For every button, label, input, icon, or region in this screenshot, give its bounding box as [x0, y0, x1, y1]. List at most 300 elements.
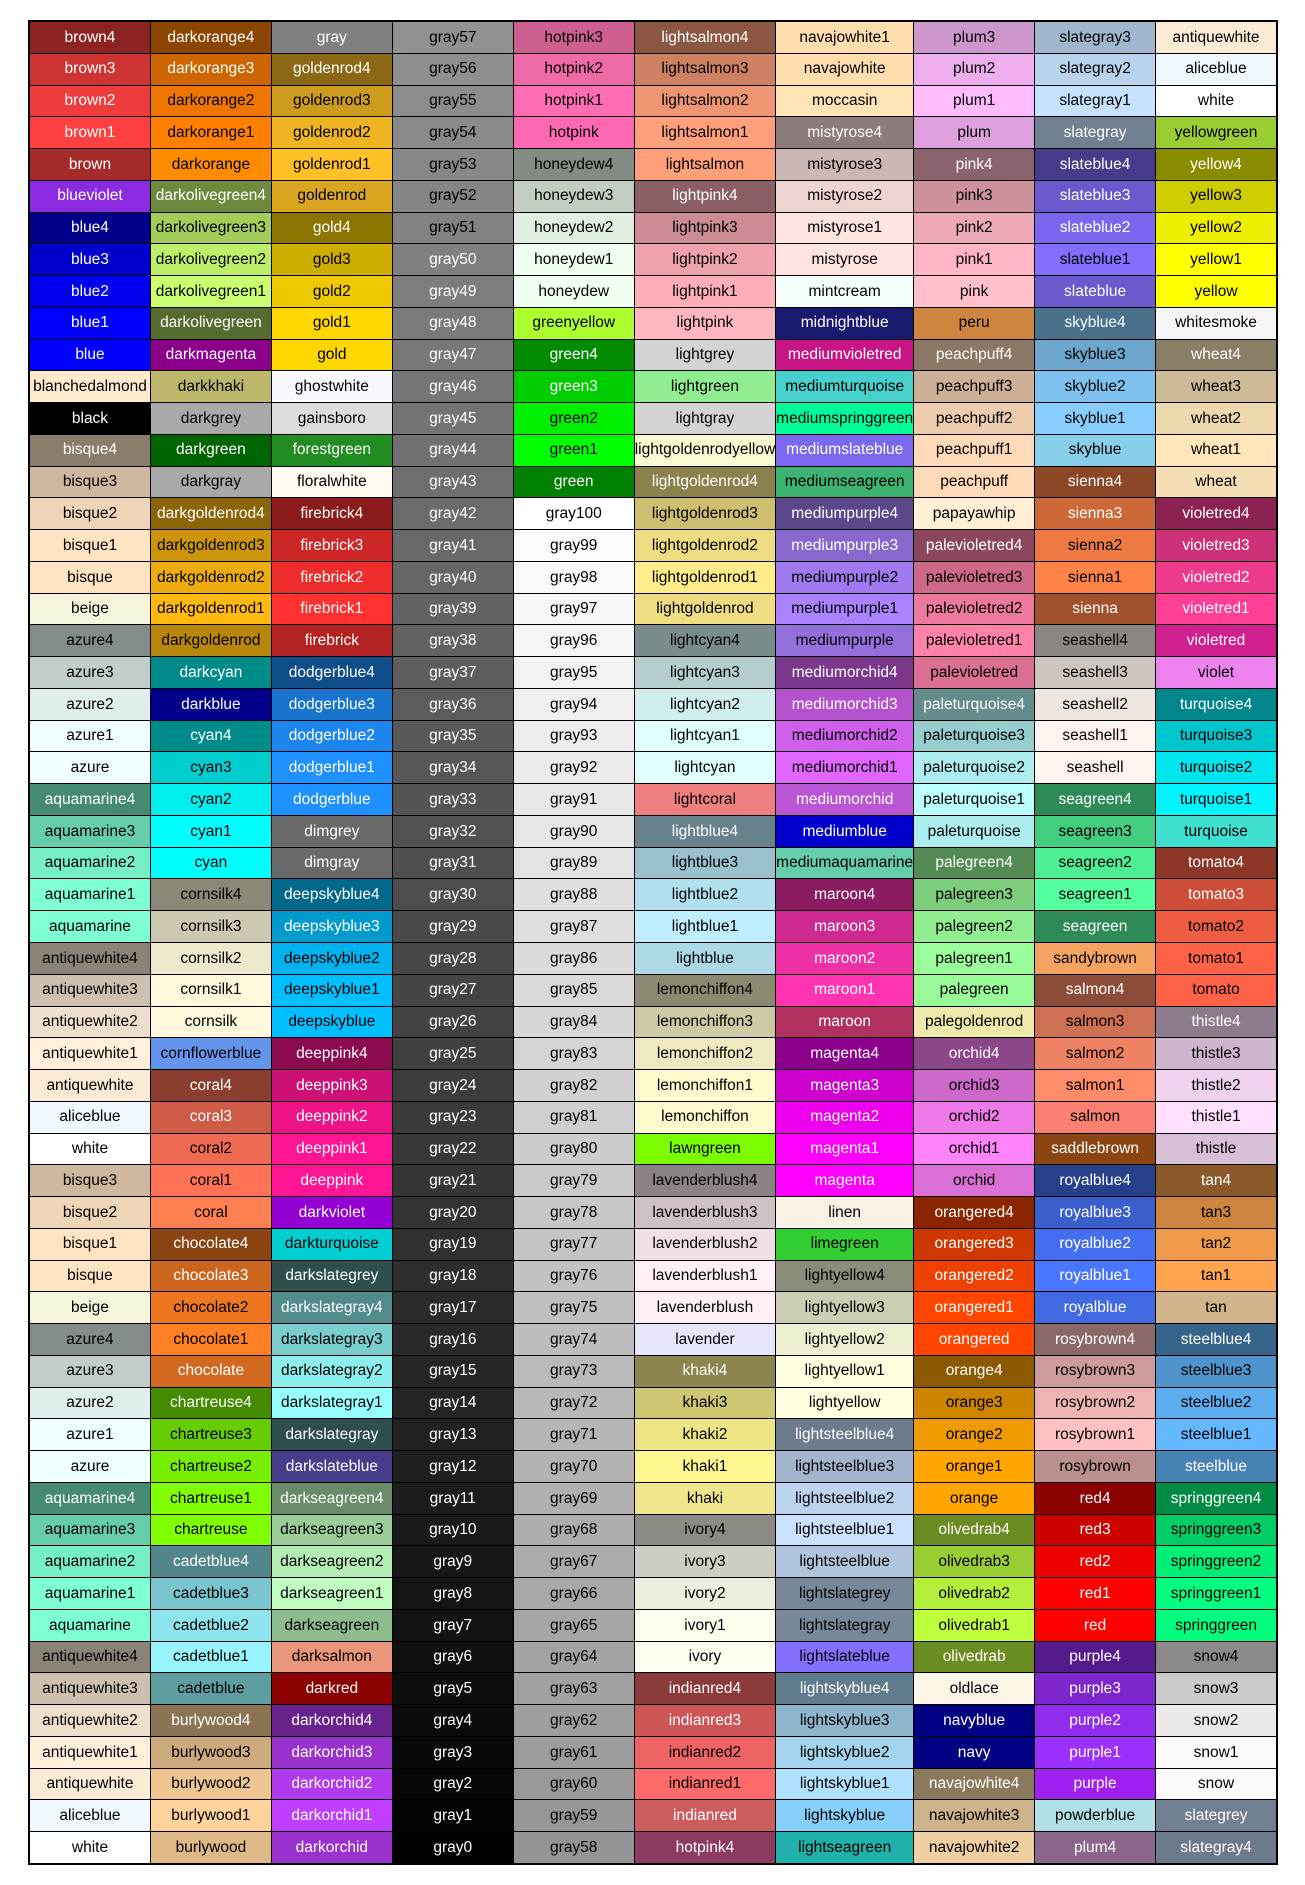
color-swatch-goldenrod3: goldenrod3 [272, 86, 392, 117]
color-swatch-antiquewhite2: antiquewhite2 [30, 1007, 150, 1038]
color-swatch-beige: beige [30, 1292, 150, 1323]
color-swatch-lightsalmon1: lightsalmon1 [635, 117, 775, 148]
color-swatch-antiquewhite3: antiquewhite3 [30, 975, 150, 1006]
color-swatch-gray41: gray41 [393, 530, 513, 561]
color-swatch-wheat: wheat [1156, 467, 1276, 498]
color-swatch-lightsalmon3: lightsalmon3 [635, 54, 775, 85]
color-swatch-lemonchiffon1: lemonchiffon1 [635, 1070, 775, 1101]
color-swatch-cyan4: cyan4 [151, 721, 271, 752]
color-swatch-deeppink2: deeppink2 [272, 1102, 392, 1133]
color-swatch-gray89: gray89 [514, 848, 634, 879]
color-swatch-lightseagreen: lightseagreen [776, 1832, 913, 1863]
color-swatch-gray94: gray94 [514, 689, 634, 720]
color-swatch-tomato: tomato [1156, 975, 1276, 1006]
color-swatch-cadetblue2: cadetblue2 [151, 1610, 271, 1641]
color-swatch-azure1: azure1 [30, 1419, 150, 1450]
color-swatch-pink3: pink3 [914, 181, 1034, 212]
color-swatch-blanchedalmond: blanchedalmond [30, 371, 150, 402]
color-swatch-orangered: orangered [914, 1324, 1034, 1355]
color-swatch-gainsboro: gainsboro [272, 403, 392, 434]
color-swatch-honeydew1: honeydew1 [514, 244, 634, 275]
color-swatch-lavenderblush1: lavenderblush1 [635, 1261, 775, 1292]
color-swatch-skyblue: skyblue [1035, 435, 1155, 466]
color-swatch-palegreen3: palegreen3 [914, 879, 1034, 910]
color-swatch-indianred2: indianred2 [635, 1737, 775, 1768]
color-swatch-darkslategray3: darkslategray3 [272, 1324, 392, 1355]
color-swatch-rosybrown1: rosybrown1 [1035, 1419, 1155, 1450]
color-swatch-springgreen3: springgreen3 [1156, 1515, 1276, 1546]
color-swatch-mistyrose: mistyrose [776, 244, 913, 275]
color-swatch-orchid1: orchid1 [914, 1134, 1034, 1165]
color-swatch-olivedrab3: olivedrab3 [914, 1546, 1034, 1577]
color-swatch-blue1: blue1 [30, 308, 150, 339]
color-swatch-gray39: gray39 [393, 594, 513, 625]
color-swatch-darkgoldenrod2: darkgoldenrod2 [151, 562, 271, 593]
color-swatch-lightblue: lightblue [635, 943, 775, 974]
color-swatch-gray50: gray50 [393, 244, 513, 275]
color-swatch-orchid2: orchid2 [914, 1102, 1034, 1133]
color-swatch-gray67: gray67 [514, 1546, 634, 1577]
color-swatch-darkorange2: darkorange2 [151, 86, 271, 117]
color-swatch-seashell3: seashell3 [1035, 657, 1155, 688]
color-swatch-brown3: brown3 [30, 54, 150, 85]
color-swatch-violetred4: violetred4 [1156, 498, 1276, 529]
color-swatch-azure: azure [30, 752, 150, 783]
color-swatch-indianred3: indianred3 [635, 1705, 775, 1736]
color-swatch-gray70: gray70 [514, 1451, 634, 1482]
color-swatch-deeppink1: deeppink1 [272, 1134, 392, 1165]
color-swatch-mediumorchid2: mediumorchid2 [776, 721, 913, 752]
color-swatch-gray99: gray99 [514, 530, 634, 561]
color-swatch-darkseagreen2: darkseagreen2 [272, 1546, 392, 1577]
color-swatch-royalblue: royalblue [1035, 1292, 1155, 1323]
color-swatch-tan2: tan2 [1156, 1229, 1276, 1260]
color-swatch-purple3: purple3 [1035, 1673, 1155, 1704]
color-swatch-oldlace: oldlace [914, 1673, 1034, 1704]
color-swatch-magenta4: magenta4 [776, 1038, 913, 1069]
color-swatch-cadetblue: cadetblue [151, 1673, 271, 1704]
color-swatch-violetred2: violetred2 [1156, 562, 1276, 593]
color-swatch-antiquewhite: antiquewhite [30, 1070, 150, 1101]
color-swatch-gray33: gray33 [393, 784, 513, 815]
color-swatch-chartreuse2: chartreuse2 [151, 1451, 271, 1482]
color-swatch-pink4: pink4 [914, 149, 1034, 180]
color-swatch-gray17: gray17 [393, 1292, 513, 1323]
color-swatch-lightsalmon4: lightsalmon4 [635, 22, 775, 53]
color-swatch-gray36: gray36 [393, 689, 513, 720]
color-swatch-gray30: gray30 [393, 879, 513, 910]
color-swatch-steelblue: steelblue [1156, 1451, 1276, 1482]
color-swatch-darkred: darkred [272, 1673, 392, 1704]
color-swatch-seagreen: seagreen [1035, 911, 1155, 942]
color-swatch-lightskyblue4: lightskyblue4 [776, 1673, 913, 1704]
color-swatch-hotpink3: hotpink3 [514, 22, 634, 53]
color-swatch-gray24: gray24 [393, 1070, 513, 1101]
color-swatch-khaki1: khaki1 [635, 1451, 775, 1482]
color-swatch-hotpink4: hotpink4 [635, 1832, 775, 1863]
color-swatch-blue2: blue2 [30, 276, 150, 307]
color-swatch-darkviolet: darkviolet [272, 1197, 392, 1228]
color-swatch-aquamarine1: aquamarine1 [30, 1578, 150, 1609]
color-swatch-cornsilk: cornsilk [151, 1007, 271, 1038]
color-swatch-steelblue1: steelblue1 [1156, 1419, 1276, 1450]
color-swatch-darkolivegreen: darkolivegreen [151, 308, 271, 339]
color-swatch-steelblue3: steelblue3 [1156, 1356, 1276, 1387]
color-swatch-mintcream: mintcream [776, 276, 913, 307]
color-swatch-gray86: gray86 [514, 943, 634, 974]
color-swatch-slategray: slategray [1035, 117, 1155, 148]
color-swatch-lightsteelblue: lightsteelblue [776, 1546, 913, 1577]
color-swatch-lightgrey: lightgrey [635, 340, 775, 371]
color-swatch-deeppink3: deeppink3 [272, 1070, 392, 1101]
color-swatch-lightskyblue3: lightskyblue3 [776, 1705, 913, 1736]
color-swatch-pink1: pink1 [914, 244, 1034, 275]
color-swatch-gold1: gold1 [272, 308, 392, 339]
color-swatch-gray97: gray97 [514, 594, 634, 625]
color-swatch-lemonchiffon2: lemonchiffon2 [635, 1038, 775, 1069]
color-swatch-mediumaquamarine: mediumaquamarine [776, 848, 913, 879]
color-swatch-lightslateblue: lightslateblue [776, 1642, 913, 1673]
color-swatch-darkgray: darkgray [151, 467, 271, 498]
color-swatch-lightskyblue2: lightskyblue2 [776, 1737, 913, 1768]
color-swatch-gray82: gray82 [514, 1070, 634, 1101]
color-swatch-palevioletred: palevioletred [914, 657, 1034, 688]
color-swatch-mediumorchid4: mediumorchid4 [776, 657, 913, 688]
color-swatch-plum3: plum3 [914, 22, 1034, 53]
color-swatch-gray68: gray68 [514, 1515, 634, 1546]
color-swatch-cornsilk1: cornsilk1 [151, 975, 271, 1006]
color-swatch-turquoise1: turquoise1 [1156, 784, 1276, 815]
color-swatch-mediumspringgreen: mediumspringgreen [776, 403, 913, 434]
color-swatch-bisque: bisque [30, 562, 150, 593]
color-swatch-paleturquoise3: paleturquoise3 [914, 721, 1034, 752]
color-swatch-gray1: gray1 [393, 1800, 513, 1831]
color-swatch-cyan2: cyan2 [151, 784, 271, 815]
color-swatch-burlywood3: burlywood3 [151, 1737, 271, 1768]
color-swatch-palegreen: palegreen [914, 975, 1034, 1006]
color-swatch-ivory1: ivory1 [635, 1610, 775, 1641]
color-swatch-gray: gray [272, 22, 392, 53]
color-swatch-indianred4: indianred4 [635, 1673, 775, 1704]
color-swatch-gray21: gray21 [393, 1165, 513, 1196]
color-swatch-powderblue: powderblue [1035, 1800, 1155, 1831]
color-swatch-azure2: azure2 [30, 689, 150, 720]
color-swatch-hotpink: hotpink [514, 117, 634, 148]
color-swatch-gray98: gray98 [514, 562, 634, 593]
color-swatch-lightgoldenrod4: lightgoldenrod4 [635, 467, 775, 498]
color-swatch-mediumpurple: mediumpurple [776, 625, 913, 656]
color-swatch-gray38: gray38 [393, 625, 513, 656]
color-swatch-darkgoldenrod1: darkgoldenrod1 [151, 594, 271, 625]
color-swatch-lightblue4: lightblue4 [635, 816, 775, 847]
color-swatch-darkorchid: darkorchid [272, 1832, 392, 1863]
color-swatch-honeydew3: honeydew3 [514, 181, 634, 212]
color-swatch-deeppink4: deeppink4 [272, 1038, 392, 1069]
color-swatch-lightcyan2: lightcyan2 [635, 689, 775, 720]
color-swatch-gray54: gray54 [393, 117, 513, 148]
color-swatch-pink2: pink2 [914, 213, 1034, 244]
color-swatch-goldenrod2: goldenrod2 [272, 117, 392, 148]
color-swatch-lightsteelblue4: lightsteelblue4 [776, 1419, 913, 1450]
color-swatch-springgreen4: springgreen4 [1156, 1483, 1276, 1514]
color-swatch-mistyrose1: mistyrose1 [776, 213, 913, 244]
color-swatch-gray22: gray22 [393, 1134, 513, 1165]
color-swatch-gray75: gray75 [514, 1292, 634, 1323]
color-swatch-navajowhite4: navajowhite4 [914, 1769, 1034, 1800]
color-swatch-maroon4: maroon4 [776, 879, 913, 910]
color-swatch-snow4: snow4 [1156, 1642, 1276, 1673]
color-swatch-orangered3: orangered3 [914, 1229, 1034, 1260]
color-swatch-darkorange3: darkorange3 [151, 54, 271, 85]
color-swatch-khaki3: khaki3 [635, 1388, 775, 1419]
color-swatch-mistyrose2: mistyrose2 [776, 181, 913, 212]
color-swatch-honeydew2: honeydew2 [514, 213, 634, 244]
color-swatch-aquamarine3: aquamarine3 [30, 1515, 150, 1546]
color-swatch-lightsalmon: lightsalmon [635, 149, 775, 180]
color-swatch-royalblue4: royalblue4 [1035, 1165, 1155, 1196]
color-swatch-palegreen4: palegreen4 [914, 848, 1034, 879]
color-swatch-gray10: gray10 [393, 1515, 513, 1546]
color-swatch-mediumpurple1: mediumpurple1 [776, 594, 913, 625]
color-swatch-slategrey: slategrey [1156, 1800, 1276, 1831]
color-swatch-gray42: gray42 [393, 498, 513, 529]
color-swatch-paleturquoise2: paleturquoise2 [914, 752, 1034, 783]
color-swatch-gray63: gray63 [514, 1673, 634, 1704]
color-swatch-gray3: gray3 [393, 1737, 513, 1768]
color-swatch-gray40: gray40 [393, 562, 513, 593]
color-swatch-paleturquoise1: paleturquoise1 [914, 784, 1034, 815]
color-swatch-orchid4: orchid4 [914, 1038, 1034, 1069]
color-swatch-lemonchiffon4: lemonchiffon4 [635, 975, 775, 1006]
color-swatch-whitesmoke: whitesmoke [1156, 308, 1276, 339]
color-swatch-chocolate1: chocolate1 [151, 1324, 271, 1355]
color-swatch-mediumturquoise: mediumturquoise [776, 371, 913, 402]
color-swatch-lightsteelblue3: lightsteelblue3 [776, 1451, 913, 1482]
color-swatch-mediumorchid1: mediumorchid1 [776, 752, 913, 783]
color-swatch-ghostwhite: ghostwhite [272, 371, 392, 402]
color-swatch-violetred1: violetred1 [1156, 594, 1276, 625]
color-swatch-darkgoldenrod4: darkgoldenrod4 [151, 498, 271, 529]
color-swatch-linen: linen [776, 1197, 913, 1228]
color-swatch-gray65: gray65 [514, 1610, 634, 1641]
color-swatch-gray95: gray95 [514, 657, 634, 688]
color-swatch-purple4: purple4 [1035, 1642, 1155, 1673]
color-swatch-purple2: purple2 [1035, 1705, 1155, 1736]
color-swatch-lightpink2: lightpink2 [635, 244, 775, 275]
color-swatch-bisque1: bisque1 [30, 1229, 150, 1260]
color-swatch-gray0: gray0 [393, 1832, 513, 1863]
color-swatch-lightpink1: lightpink1 [635, 276, 775, 307]
color-swatch-gray29: gray29 [393, 911, 513, 942]
color-swatch-palegreen2: palegreen2 [914, 911, 1034, 942]
color-swatch-aquamarine4: aquamarine4 [30, 784, 150, 815]
color-swatch-snow: snow [1156, 1769, 1276, 1800]
color-swatch-seagreen2: seagreen2 [1035, 848, 1155, 879]
color-swatch-firebrick3: firebrick3 [272, 530, 392, 561]
color-swatch-tomato3: tomato3 [1156, 879, 1276, 910]
color-swatch-ivory3: ivory3 [635, 1546, 775, 1577]
color-swatch-rosybrown: rosybrown [1035, 1451, 1155, 1482]
color-swatch-brown1: brown1 [30, 117, 150, 148]
color-swatch-aliceblue: aliceblue [1156, 54, 1276, 85]
color-swatch-lightgray: lightgray [635, 403, 775, 434]
color-swatch-aliceblue: aliceblue [30, 1102, 150, 1133]
color-swatch-maroon3: maroon3 [776, 911, 913, 942]
color-swatch-steelblue2: steelblue2 [1156, 1388, 1276, 1419]
color-swatch-chocolate2: chocolate2 [151, 1292, 271, 1323]
color-swatch-lightgoldenrodyellow: lightgoldenrodyellow [635, 435, 775, 466]
color-swatch-cornsilk4: cornsilk4 [151, 879, 271, 910]
color-swatch-slateblue2: slateblue2 [1035, 213, 1155, 244]
color-swatch-deepskyblue: deepskyblue [272, 1007, 392, 1038]
color-swatch-deepskyblue2: deepskyblue2 [272, 943, 392, 974]
color-swatch-palegoldenrod: palegoldenrod [914, 1007, 1034, 1038]
color-swatch-ivory2: ivory2 [635, 1578, 775, 1609]
color-swatch-lightskyblue: lightskyblue [776, 1800, 913, 1831]
color-swatch-olivedrab: olivedrab [914, 1642, 1034, 1673]
color-swatch-darkorange4: darkorange4 [151, 22, 271, 53]
color-swatch-bisque3: bisque3 [30, 467, 150, 498]
color-swatch-darksalmon: darksalmon [272, 1642, 392, 1673]
color-swatch-gray78: gray78 [514, 1197, 634, 1228]
color-swatch-khaki: khaki [635, 1483, 775, 1514]
color-swatch-seagreen1: seagreen1 [1035, 879, 1155, 910]
color-swatch-gray87: gray87 [514, 911, 634, 942]
color-swatch-mediumpurple4: mediumpurple4 [776, 498, 913, 529]
color-swatch-lightskyblue1: lightskyblue1 [776, 1769, 913, 1800]
color-swatch-navyblue: navyblue [914, 1705, 1034, 1736]
color-swatch-gray37: gray37 [393, 657, 513, 688]
color-swatch-gray16: gray16 [393, 1324, 513, 1355]
color-swatch-springgreen: springgreen [1156, 1610, 1276, 1641]
color-swatch-palevioletred3: palevioletred3 [914, 562, 1034, 593]
color-swatch-lightgreen: lightgreen [635, 371, 775, 402]
color-swatch-darkgreen: darkgreen [151, 435, 271, 466]
color-swatch-darkblue: darkblue [151, 689, 271, 720]
color-swatch-lightyellow4: lightyellow4 [776, 1261, 913, 1292]
color-swatch-azure3: azure3 [30, 1356, 150, 1387]
color-swatch-violet: violet [1156, 657, 1276, 688]
color-swatch-beige: beige [30, 594, 150, 625]
color-swatch-gray49: gray49 [393, 276, 513, 307]
color-swatch-sienna2: sienna2 [1035, 530, 1155, 561]
color-swatch-chocolate3: chocolate3 [151, 1261, 271, 1292]
color-swatch-tomato1: tomato1 [1156, 943, 1276, 974]
color-swatch-gray20: gray20 [393, 1197, 513, 1228]
color-swatch-wheat1: wheat1 [1156, 435, 1276, 466]
color-swatch-peachpuff3: peachpuff3 [914, 371, 1034, 402]
color-swatch-thistle4: thistle4 [1156, 1007, 1276, 1038]
color-swatch-limegreen: limegreen [776, 1229, 913, 1260]
color-swatch-burlywood2: burlywood2 [151, 1769, 271, 1800]
color-swatch-wheat2: wheat2 [1156, 403, 1276, 434]
color-swatch-aquamarine1: aquamarine1 [30, 879, 150, 910]
color-swatch-yellow1: yellow1 [1156, 244, 1276, 275]
color-swatch-cyan3: cyan3 [151, 752, 271, 783]
color-swatch-gray26: gray26 [393, 1007, 513, 1038]
color-swatch-cornsilk2: cornsilk2 [151, 943, 271, 974]
color-swatch-gray35: gray35 [393, 721, 513, 752]
color-swatch-green: green [514, 467, 634, 498]
color-swatch-gray28: gray28 [393, 943, 513, 974]
color-swatch-lemonchiffon3: lemonchiffon3 [635, 1007, 775, 1038]
color-swatch-forestgreen: forestgreen [272, 435, 392, 466]
color-swatch-navajowhite3: navajowhite3 [914, 1800, 1034, 1831]
color-swatch-red4: red4 [1035, 1483, 1155, 1514]
color-swatch-chartreuse3: chartreuse3 [151, 1419, 271, 1450]
color-swatch-mediumblue: mediumblue [776, 816, 913, 847]
color-swatch-tomato4: tomato4 [1156, 848, 1276, 879]
color-swatch-seagreen3: seagreen3 [1035, 816, 1155, 847]
color-swatch-hotpink2: hotpink2 [514, 54, 634, 85]
color-swatch-lavenderblush: lavenderblush [635, 1292, 775, 1323]
color-swatch-aquamarine3: aquamarine3 [30, 816, 150, 847]
color-swatch-gray92: gray92 [514, 752, 634, 783]
color-swatch-peachpuff1: peachpuff1 [914, 435, 1034, 466]
color-swatch-darkseagreen: darkseagreen [272, 1610, 392, 1641]
color-swatch-orchid3: orchid3 [914, 1070, 1034, 1101]
color-swatch-gray18: gray18 [393, 1261, 513, 1292]
color-swatch-sienna4: sienna4 [1035, 467, 1155, 498]
color-swatch-mediumorchid: mediumorchid [776, 784, 913, 815]
color-swatch-cyan1: cyan1 [151, 816, 271, 847]
color-swatch-ivory4: ivory4 [635, 1515, 775, 1546]
color-swatch-darkmagenta: darkmagenta [151, 340, 271, 371]
color-swatch-gray96: gray96 [514, 625, 634, 656]
color-swatch-gray60: gray60 [514, 1769, 634, 1800]
color-swatch-gray4: gray4 [393, 1705, 513, 1736]
color-swatch-darkslategrey: darkslategrey [272, 1261, 392, 1292]
color-swatch-green2: green2 [514, 403, 634, 434]
color-swatch-darkorange: darkorange [151, 149, 271, 180]
color-swatch-salmon4: salmon4 [1035, 975, 1155, 1006]
color-swatch-gray76: gray76 [514, 1261, 634, 1292]
color-swatch-goldenrod: goldenrod [272, 181, 392, 212]
color-swatch-blue: blue [30, 340, 150, 371]
color-swatch-orange3: orange3 [914, 1388, 1034, 1419]
color-swatch-lightgoldenrod2: lightgoldenrod2 [635, 530, 775, 561]
color-swatch-aquamarine4: aquamarine4 [30, 1483, 150, 1514]
color-swatch-gray77: gray77 [514, 1229, 634, 1260]
color-swatch-azure2: azure2 [30, 1388, 150, 1419]
color-swatch-gray61: gray61 [514, 1737, 634, 1768]
color-swatch-lightyellow1: lightyellow1 [776, 1356, 913, 1387]
color-swatch-lightsalmon2: lightsalmon2 [635, 86, 775, 117]
color-swatch-antiquewhite: antiquewhite [1156, 22, 1276, 53]
color-swatch-indianred: indianred [635, 1800, 775, 1831]
color-name-chart [28, 20, 1278, 1865]
color-swatch-plum4: plum4 [1035, 1832, 1155, 1863]
color-swatch-deepskyblue1: deepskyblue1 [272, 975, 392, 1006]
color-swatch-gray8: gray8 [393, 1578, 513, 1609]
color-swatch-sienna3: sienna3 [1035, 498, 1155, 529]
color-swatch-olivedrab2: olivedrab2 [914, 1578, 1034, 1609]
color-swatch-coral1: coral1 [151, 1165, 271, 1196]
color-swatch-slategray4: slategray4 [1156, 1832, 1276, 1863]
color-swatch-salmon2: salmon2 [1035, 1038, 1155, 1069]
color-swatch-lawngreen: lawngreen [635, 1134, 775, 1165]
color-swatch-purple1: purple1 [1035, 1737, 1155, 1768]
color-swatch-dimgrey: dimgrey [272, 816, 392, 847]
color-swatch-brown4: brown4 [30, 22, 150, 53]
color-swatch-blueviolet: blueviolet [30, 181, 150, 212]
color-swatch-gray12: gray12 [393, 1451, 513, 1482]
color-swatch-gray83: gray83 [514, 1038, 634, 1069]
color-swatch-gray19: gray19 [393, 1229, 513, 1260]
color-swatch-darkkhaki: darkkhaki [151, 371, 271, 402]
color-swatch-aquamarine: aquamarine [30, 911, 150, 942]
color-swatch-lightpink: lightpink [635, 308, 775, 339]
